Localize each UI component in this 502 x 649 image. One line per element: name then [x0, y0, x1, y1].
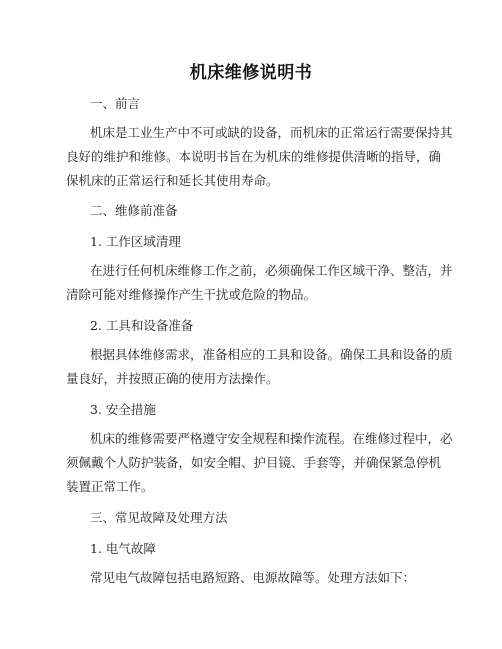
- subheading-work-area: 1. 工作区域清理: [90, 234, 181, 249]
- section-heading-preparation: 二、维修前准备: [90, 203, 178, 218]
- paragraph-line: 须佩戴个人防护装备，如安全帽、护目镜、手套等，并确保紧急停机: [66, 455, 442, 470]
- paragraph-line: 清除可能对维修操作产生干扰或危险的物品。: [66, 287, 317, 302]
- paragraph-line: 机床是工业生产中不可或缺的设备，而机床的正常运行需要保持其: [90, 125, 453, 140]
- paragraph-line: 良好的维护和维修。本说明书旨在为机床的维修提供清晰的指导，确: [66, 149, 442, 164]
- paragraph-line: 在进行任何机床维修工作之前，必须确保工作区域干净、整洁，并: [90, 263, 453, 278]
- paragraph-line: 量良好，并按照正确的使用方法操作。: [66, 371, 279, 386]
- subheading-safety: 3. 安全措施: [90, 402, 156, 417]
- paragraph-line: 装置正常工作。: [66, 479, 154, 494]
- paragraph-line: 常见电气故障包括电路短路、电源故障等。处理方法如下：: [90, 570, 416, 585]
- paragraph-line: 保机床的正常运行和延长其使用寿命。: [66, 173, 279, 188]
- paragraph-line: 根据具体维修需求，准备相应的工具和设备。确保工具和设备的质: [90, 347, 453, 362]
- paragraph-line: 机床的维修需要严格遵守安全规程和操作流程。在维修过程中，必: [90, 431, 453, 446]
- document-title: 机床维修说明书: [189, 63, 313, 83]
- section-heading-preface: 一、前言: [90, 96, 141, 111]
- section-heading-faults: 三、常见故障及处理方法: [90, 510, 228, 525]
- subheading-electrical: 1. 电气故障: [90, 541, 156, 556]
- subheading-tools: 2. 工具和设备准备: [90, 318, 194, 333]
